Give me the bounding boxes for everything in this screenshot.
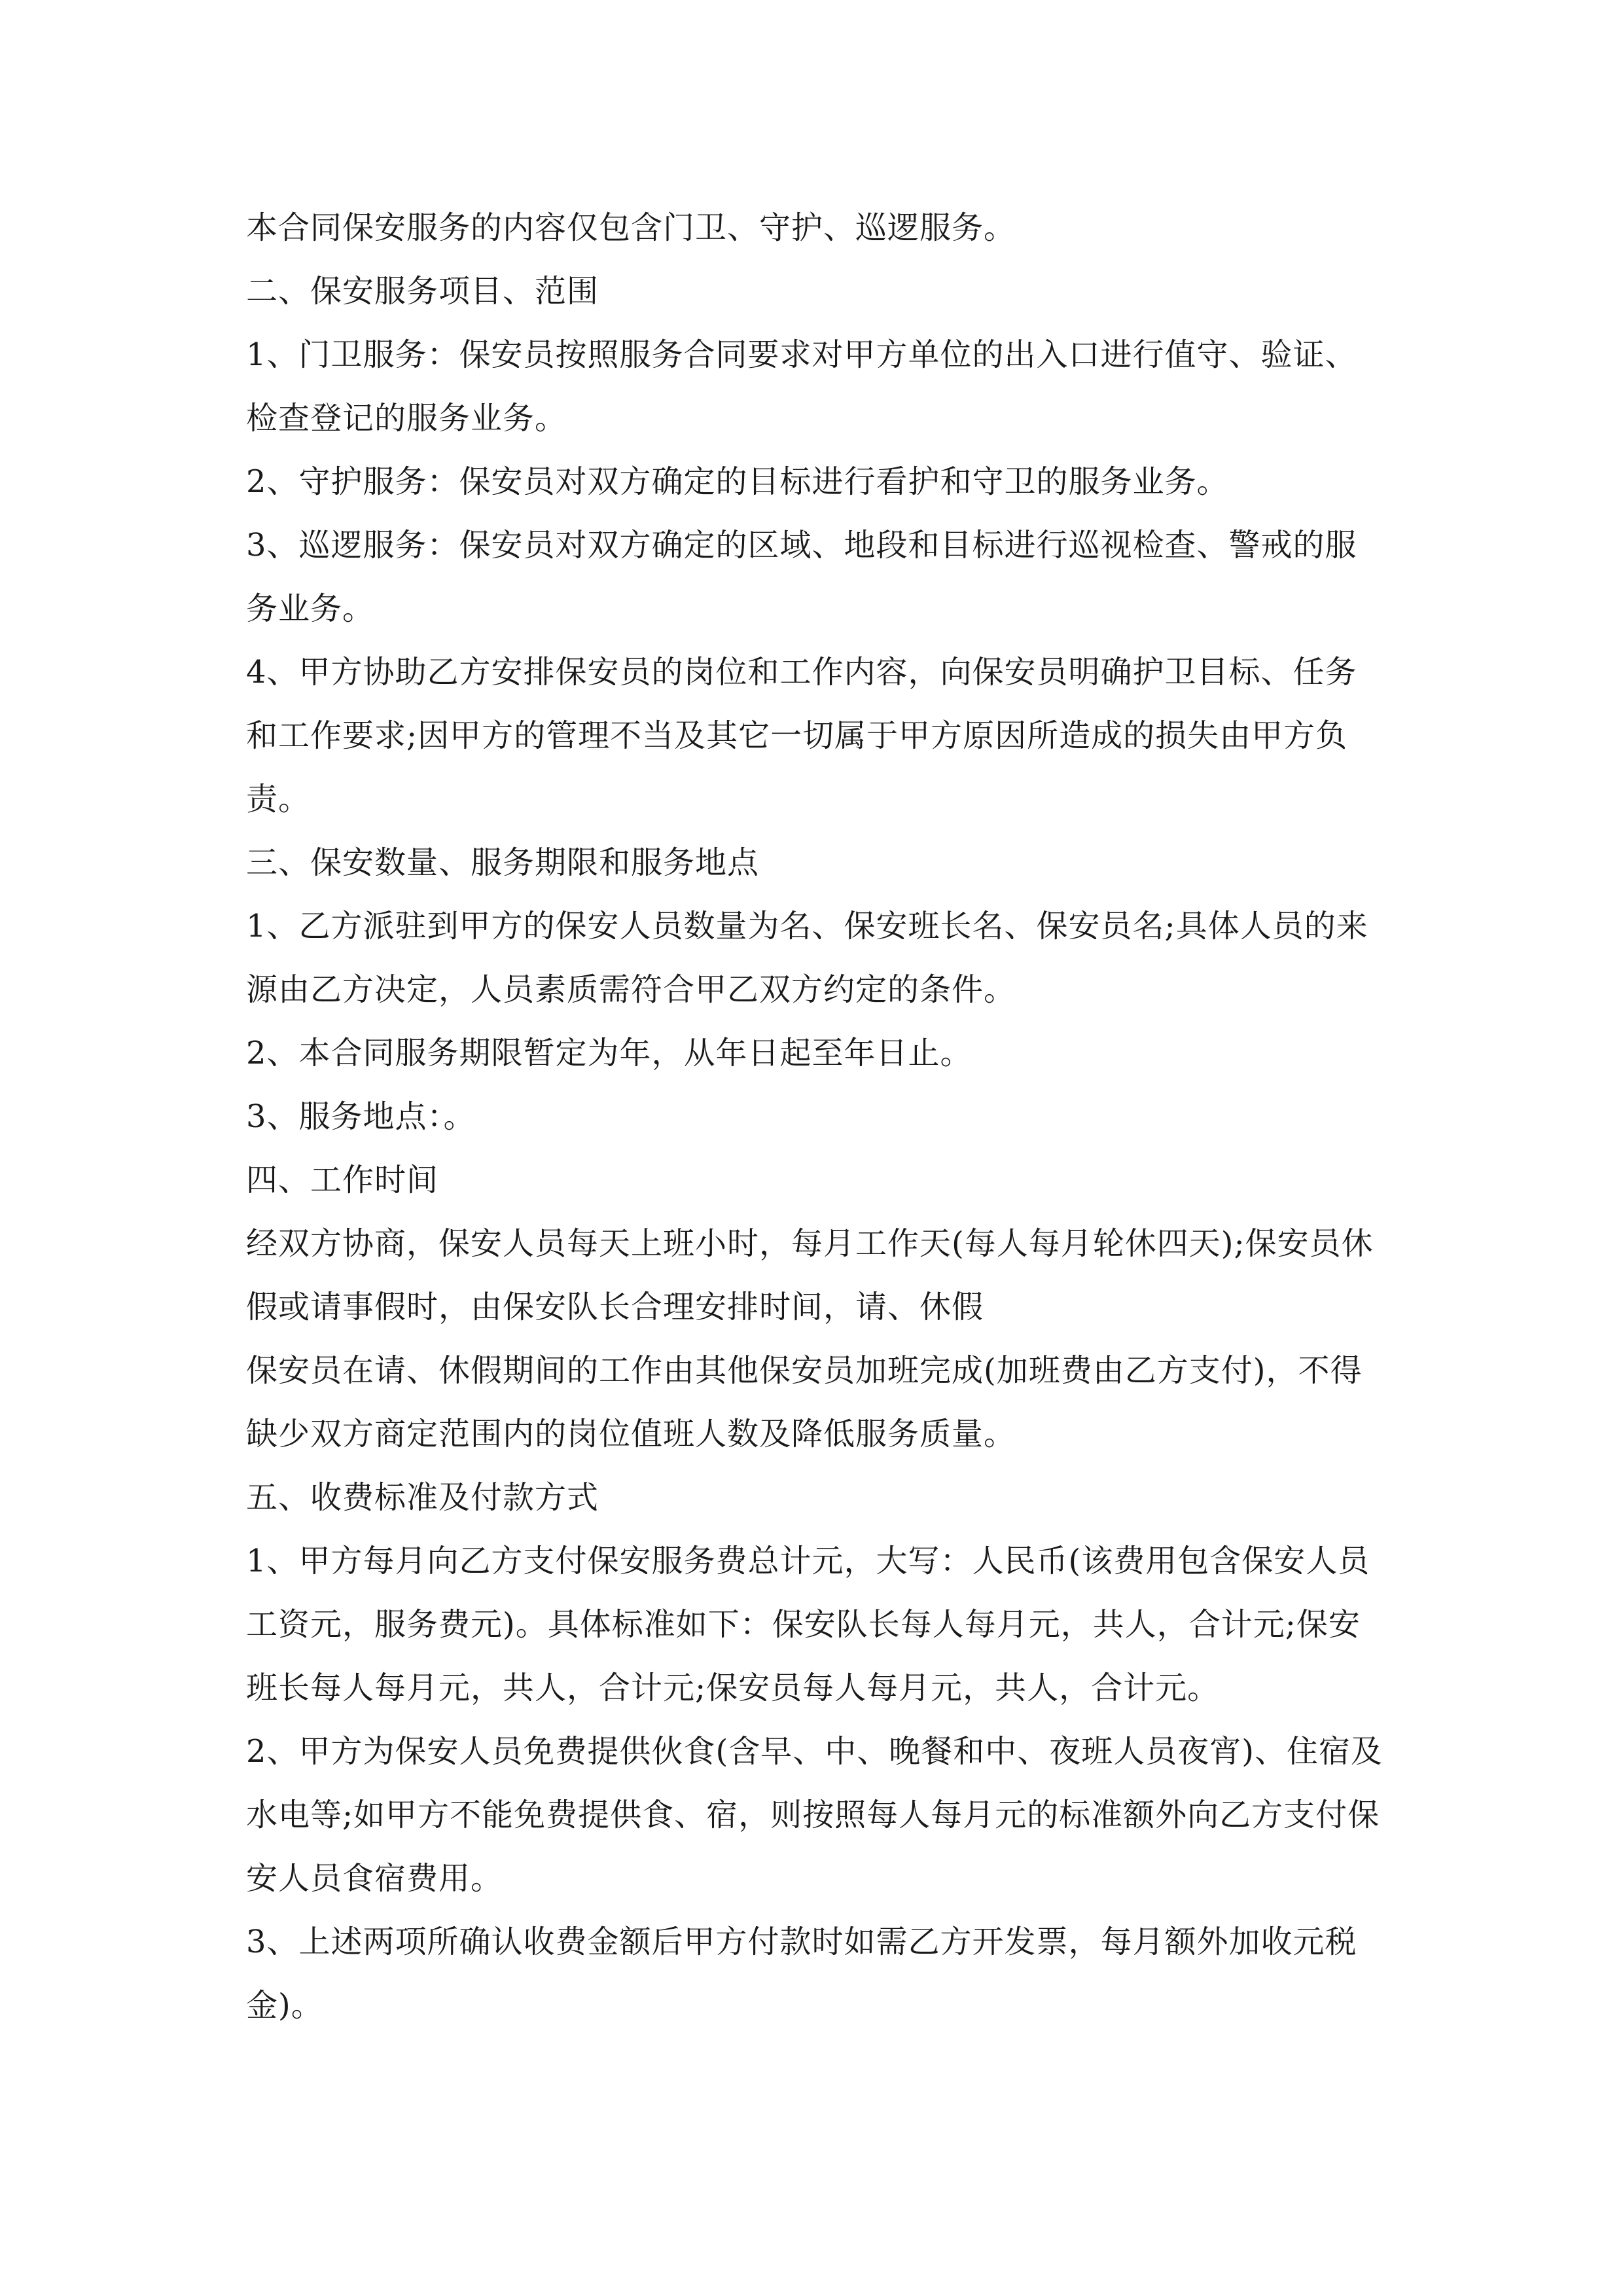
paragraph-scope-note: 本合同保安服务的内容仅包含门卫、守护、巡逻服务。: [246, 209, 1016, 246]
paragraph-5-2: 2、甲方为保安人员免费提供伙食(含早、中、晚餐和中、夜班人员夜宵)、住宿及水电等;如甲方不能免费提供食、宿，则按照每人每月元的标准额外向乙方支付保安人员食宿费用。: [246, 1733, 1383, 1897]
section-heading-3: 三、保安数量、服务期限和服务地点: [246, 844, 760, 881]
paragraph-3-1: 1、乙方派驻到甲方的保安人员数量为名、保安班长名、保安员名;具体人员的来源由乙方决定，人员素质需符合甲乙双方约定的条件。: [246, 908, 1368, 1008]
paragraph-2-2: 2、守护服务：保安员对双方确定的目标进行看护和守卫的服务业务。: [246, 463, 1229, 500]
paragraph-2-1: 1、门卫服务：保安员按照服务合同要求对甲方单位的出入口进行值守、验证、检查登记的服务业务。: [246, 336, 1357, 437]
paragraph-5-1: 1、甲方每月向乙方支付保安服务费总计元，大写：人民币(该费用包含保安人员工资元，服务费元)。具体标准如下：保安队长每人每月元，共人，合计元;保安班长每人每月元，共人，合计元;保安员每人每月元，共人，合计元。: [246, 1543, 1370, 1706]
paragraph-4-2: 保安员在请、休假期间的工作由其他保安员加班完成(加班费由乙方支付)，不得缺少双方商定范围内的岗位值班人数及降低服务质量。: [246, 1352, 1363, 1452]
section-heading-4: 四、工作时间: [246, 1162, 439, 1198]
document-body: [246, 196, 1385, 2037]
paragraph-3-3: 3、服务地点：。: [246, 1098, 476, 1135]
paragraph-4-1: 经双方协商，保安人员每天上班小时，每月工作天(每人每月轮休四天);保安员休假或请事假时，由保安队长合理安排时间，请、休假: [246, 1225, 1374, 1325]
section-heading-5: 五、收费标准及付款方式: [246, 1479, 599, 1516]
paragraph-2-3: 3、巡逻服务：保安员对双方确定的区域、地段和目标进行巡视检查、警戒的服务业务。: [246, 527, 1357, 627]
paragraph-2-4: 4、甲方协助乙方安排保安员的岗位和工作内容，向保安员明确护卫目标、任务和工作要求;因甲方的管理不当及其它一切属于甲方原因所造成的损失由甲方负责。: [246, 654, 1357, 817]
section-heading-2: 二、保安服务项目、范围: [246, 273, 599, 310]
paragraph-3-2: 2、本合同服务期限暂定为年，从年日起至年日止。: [246, 1035, 972, 1071]
paragraph-5-3: 3、上述两项所确认收费金额后甲方付款时如需乙方开发票，每月额外加收元税金)。: [246, 1924, 1357, 2024]
